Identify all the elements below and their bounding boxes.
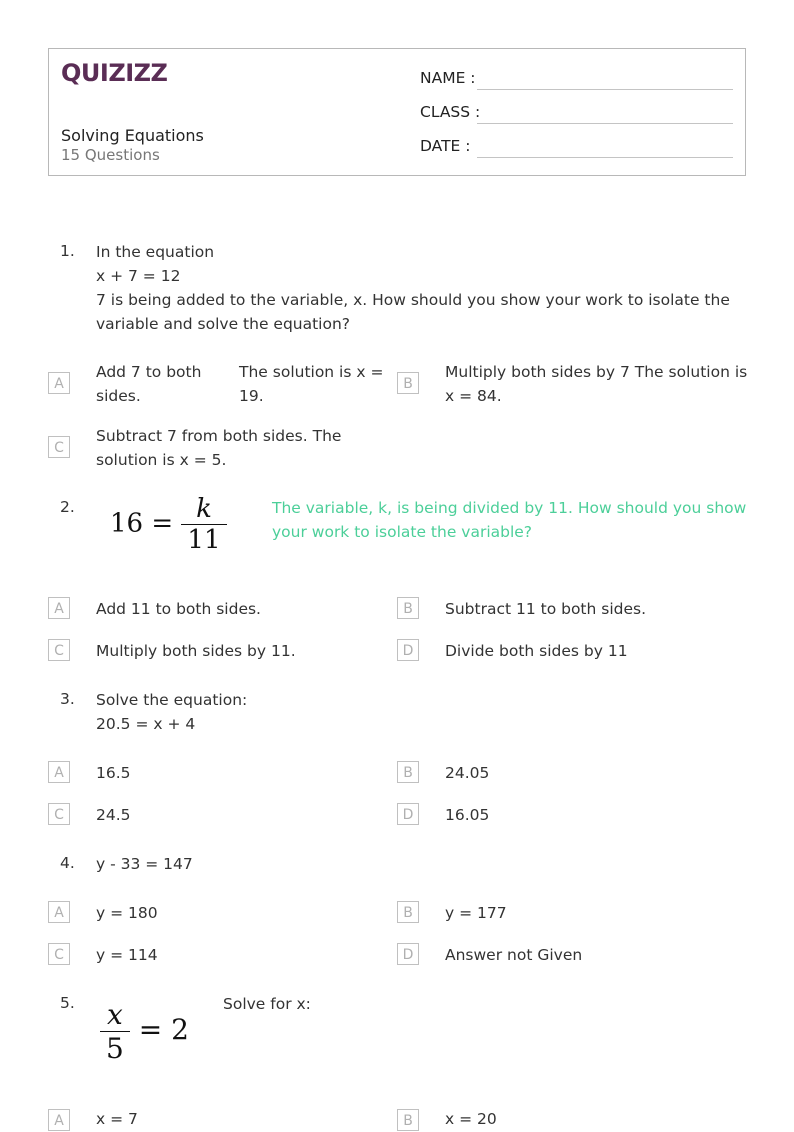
option-letter-box[interactable]: C xyxy=(48,803,70,825)
option-letter-box[interactable]: C xyxy=(48,943,70,965)
option-text: Add 7 to both sides. xyxy=(96,363,202,405)
option-text: x = 20 xyxy=(445,1110,497,1128)
question-line: x + 7 = 12 xyxy=(96,267,181,285)
question-line: variable and solve the equation? xyxy=(96,315,351,333)
quizizz-logo: QUIZIZZ xyxy=(61,59,168,87)
option-letter-box[interactable]: A xyxy=(48,1109,70,1131)
question-line: y - 33 = 147 xyxy=(96,855,193,873)
option-text: 24.5 xyxy=(96,806,131,824)
option-text: Subtract 7 from both sides. The solution is x = 5. xyxy=(96,427,342,469)
option-letter-box[interactable]: B xyxy=(397,761,419,783)
fraction-numerator: k xyxy=(196,494,212,524)
option-text: Answer not Given xyxy=(445,946,583,964)
name-label: NAME : xyxy=(420,69,476,87)
question-number: 3. xyxy=(60,690,75,708)
option-text: y = 180 xyxy=(96,904,158,922)
fraction xyxy=(100,998,130,1065)
option-letter-box[interactable]: B xyxy=(397,901,419,923)
option-letter-box[interactable]: C xyxy=(48,436,70,458)
fraction-numerator: x xyxy=(107,998,123,1031)
option-text: y = 114 xyxy=(96,946,158,964)
option-text: y = 177 xyxy=(445,904,507,922)
question-number: 2. xyxy=(60,498,75,516)
option-text: Multiply both sides by 11. xyxy=(96,642,296,660)
option-text: Subtract 11 to both sides. xyxy=(445,600,647,618)
question-line: 20.5 = x + 4 xyxy=(96,715,196,733)
option-letter-box[interactable]: A xyxy=(48,761,70,783)
option-letter-box[interactable]: B xyxy=(397,597,419,619)
option-letter-box[interactable]: A xyxy=(48,901,70,923)
equation-image xyxy=(110,494,227,555)
option-text: x = 7 xyxy=(96,1110,138,1128)
option-letter-box[interactable]: D xyxy=(397,803,419,825)
equation-image xyxy=(100,998,189,1065)
fraction xyxy=(181,494,226,555)
class-label: CLASS : xyxy=(420,103,481,121)
date-label: DATE : xyxy=(420,137,471,155)
option-text: Divide both sides by 11 xyxy=(445,642,628,660)
prompt-line: your work to isolate the variable? xyxy=(272,523,533,541)
option-text: The solution is x = 19. xyxy=(239,363,384,405)
question-number: 4. xyxy=(60,854,75,872)
worksheet-title: Solving Equations xyxy=(61,126,204,145)
option-letter-box[interactable]: B xyxy=(397,372,419,394)
worksheet-header xyxy=(48,48,746,176)
option-text: 16.05 xyxy=(445,806,490,824)
option-letter-box[interactable]: A xyxy=(48,372,70,394)
question-count: 15 Questions xyxy=(61,146,160,164)
question-number: 1. xyxy=(60,242,75,260)
equation-right: = 2 xyxy=(138,1013,189,1046)
equation-left: 16 = xyxy=(110,508,174,539)
question-line: Solve the equation: xyxy=(96,691,248,709)
question-text xyxy=(96,240,730,336)
class-line[interactable] xyxy=(477,123,733,124)
name-line[interactable] xyxy=(477,89,733,90)
question-text xyxy=(96,688,247,736)
option-letter-box[interactable]: C xyxy=(48,639,70,661)
option-text: 16.5 xyxy=(96,764,131,782)
prompt-line: The variable, k, is being divided by 11. How should you show xyxy=(272,499,747,517)
question-line: 7 is being added to the variable, x. How should you show your work to isolate the xyxy=(96,291,730,309)
question-prompt xyxy=(272,496,746,544)
question-line: In the equation xyxy=(96,243,215,261)
option-text: 24.05 xyxy=(445,764,490,782)
fraction-denominator: 5 xyxy=(100,1031,130,1065)
option-letter-box[interactable]: D xyxy=(397,639,419,661)
date-line[interactable] xyxy=(477,157,733,158)
question-prompt: Solve for x: xyxy=(223,995,311,1013)
fraction-denominator: 11 xyxy=(181,524,226,555)
option-text: Multiply both sides by 7 The solution is x = 84. xyxy=(445,363,748,405)
option-letter-box[interactable]: D xyxy=(397,943,419,965)
option-letter-box[interactable]: A xyxy=(48,597,70,619)
question-text xyxy=(96,852,193,876)
question-number: 5. xyxy=(60,994,75,1012)
option-text: Add 11 to both sides. xyxy=(96,600,261,618)
option-letter-box[interactable]: B xyxy=(397,1109,419,1131)
